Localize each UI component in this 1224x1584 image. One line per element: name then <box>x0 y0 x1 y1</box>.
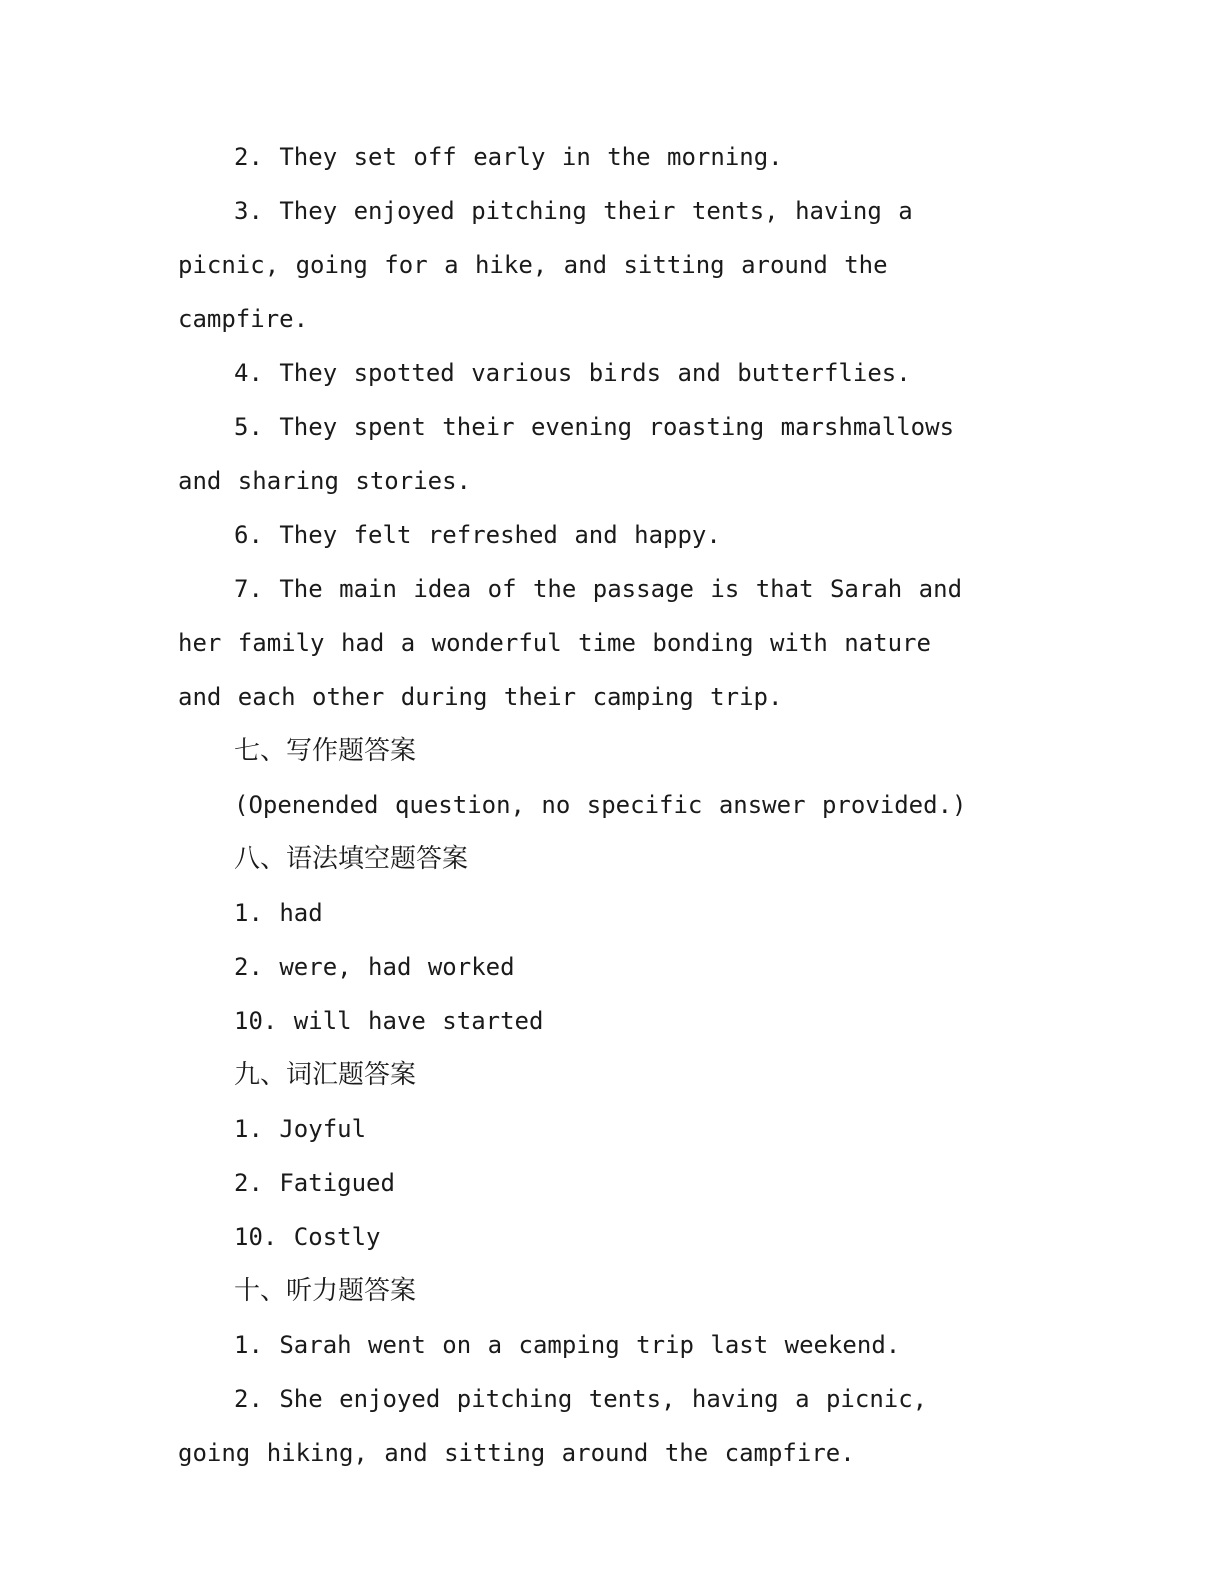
answer-item: 7. The main idea of the passage is that Sarah and her family had a wonderful time bonding with nature and each other during their camping trip. <box>178 575 963 711</box>
answer-item: 2. She enjoyed pitching tents, having a picnic, going hiking, and sitting around the campfire. <box>178 1385 928 1467</box>
document-page <box>178 130 978 1480</box>
answer-item: 5. They spent their evening roasting marshmallows and sharing stories. <box>178 413 955 495</box>
section-heading-writing: 七、写作题答案 <box>234 736 417 766</box>
section-heading-vocabulary: 九、词汇题答案 <box>234 1060 417 1090</box>
answer-item: 2. Fatigued <box>234 1169 395 1197</box>
answer-item: 6. They felt refreshed and happy. <box>234 521 721 549</box>
answer-item: 10. Costly <box>234 1223 381 1251</box>
answer-item: 4. They spotted various birds and butterflies. <box>234 359 911 387</box>
section-heading-listening: 十、听力题答案 <box>234 1276 417 1306</box>
answer-item: 1. had <box>234 899 323 927</box>
answer-item: 3. They enjoyed pitching their tents, having a picnic, going for a hike, and sitting around the campfire. <box>178 197 913 333</box>
answer-item: 2. They set off early in the morning. <box>234 143 783 171</box>
section-heading-grammar: 八、语法填空题答案 <box>234 844 469 874</box>
answer-item: (Openended question, no specific answer provided.) <box>234 791 967 819</box>
answer-item: 2. were, had worked <box>234 953 515 981</box>
answer-item: 10. will have started <box>234 1007 544 1035</box>
answer-item: 1. Joyful <box>234 1115 367 1143</box>
answer-item: 1. Sarah went on a camping trip last weekend. <box>234 1331 901 1359</box>
